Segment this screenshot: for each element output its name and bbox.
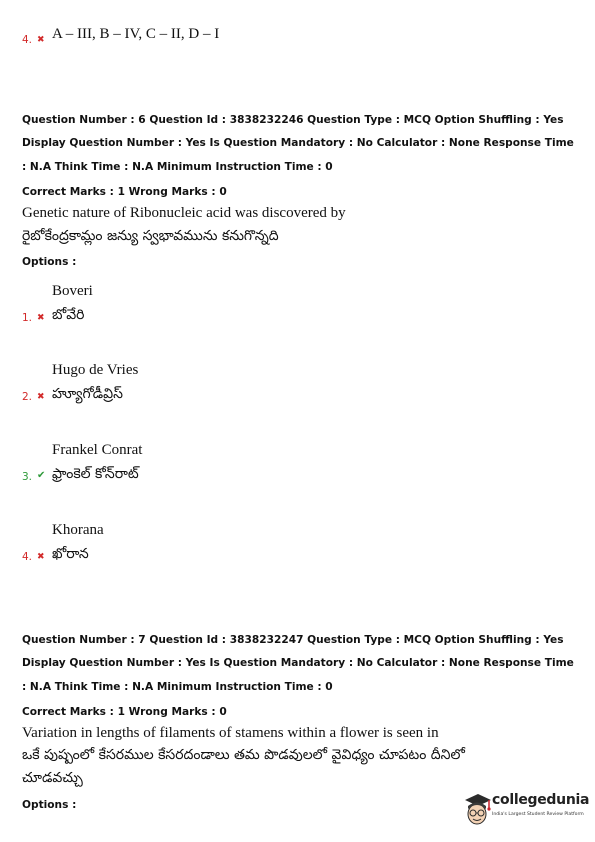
meta-line: Question Number : 6 Question Id : 3838232246 Question Type : MCQ Option Shuffling : Yes [22,114,564,126]
options-label: Options : [22,256,77,268]
question-7-marks: Correct Marks : 1 Wrong Marks : 0 [22,706,227,718]
question-7-meta [22,629,582,699]
option-text-te: హ్యూగోడీవ్రిస్ [52,386,123,402]
meta-line: : N.A Think Time : N.A Minimum Instruction Time : 0 [22,160,333,173]
question-7-text-te-line-1: ఒకే పుష్పంలో కేసరముల కేసరదండాలు తమ పొడవులలో వైవిధ్యం చూపటం దీనిలో [22,747,465,763]
option-text-te: ఫ్రాంకెల్ కోన్‌రాట్ [52,466,139,482]
option-number: 1. [22,312,33,324]
option-number: 3. [22,471,33,483]
question-6-meta [22,109,582,179]
option-text-te: ఖోరాన [52,546,89,562]
question-6-text-en: Genetic nature of Ribonucleic acid was discovered by [22,205,346,221]
question-6-text-te: రైబోకేంద్రకామ్లం జన్యు స్వభావమును కనుగొన్నది [22,228,279,244]
logo-brand: collegedunia [492,792,590,808]
option-number: 4. [22,34,33,46]
meta-line: : N.A Think Time : N.A Minimum Instruction Time : 0 [22,680,333,693]
wrong-mark-icon: ✖ [37,392,45,402]
option-text-en: Boveri [52,283,93,299]
wrong-mark-icon: ✖ [37,552,45,562]
option-text-te: బోవేరి [52,307,85,323]
option-text: A – III, B – IV, C – II, D – I [52,26,220,42]
option-number: 4. [22,551,33,563]
graduate-mascot-icon [462,790,492,828]
logo-tagline: India's Largest Student Review Platform [492,812,584,817]
wrong-mark-icon: ✖ [37,35,45,45]
option-text-en: Hugo de Vries [52,362,139,378]
options-label: Options : [22,799,77,811]
question-7-text-en: Variation in lengths of filaments of stamens within a flower is seen in [22,725,439,741]
option-text-en: Frankel Conrat [52,442,143,458]
meta-line: Display Question Number : Yes Is Question Mandatory : No Calculator : None Response Time [22,137,574,150]
option-number: 2. [22,391,33,403]
question-7-text-te-line-2: చూడవచ్చు [22,770,83,786]
meta-line: Display Question Number : Yes Is Question Mandatory : No Calculator : None Response Time [22,657,574,670]
question-6-marks: Correct Marks : 1 Wrong Marks : 0 [22,186,227,198]
wrong-mark-icon: ✖ [37,313,45,323]
correct-check-icon: ✔ [37,470,46,481]
meta-line: Question Number : 7 Question Id : 3838232247 Question Type : MCQ Option Shuffling : Yes [22,634,564,646]
collegedunia-logo [462,790,588,830]
option-text-en: Khorana [52,522,104,538]
